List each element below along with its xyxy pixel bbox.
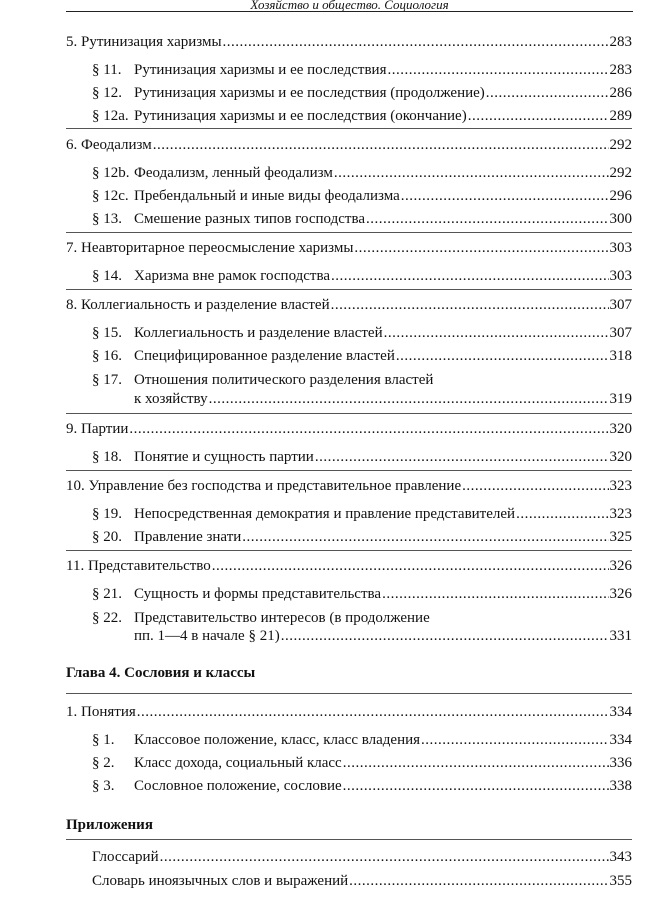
toc-entry[interactable] [92, 267, 632, 285]
section-divider [66, 470, 632, 471]
toc-entry[interactable] [66, 477, 632, 495]
toc-entry-title: Коллегиальность и разделение властей [134, 325, 383, 341]
toc-entry[interactable] [66, 703, 632, 721]
toc-entry-page: 326 [609, 558, 632, 574]
toc-leader-dots [334, 164, 609, 182]
toc-entry-number: § 3. [92, 778, 115, 794]
toc-entry-title: Представительство интересов (в продолжение [134, 610, 430, 626]
toc-entry-page: 286 [609, 85, 632, 101]
toc-leader-dots [343, 754, 609, 772]
toc-entry-page: 334 [609, 732, 632, 748]
toc-entry-number: § 12b. [92, 165, 130, 181]
toc-entry-continuation[interactable] [134, 390, 632, 408]
toc-leader-dots [382, 585, 608, 603]
toc-leader-dots [401, 187, 609, 205]
toc-entry-number: § 11. [92, 62, 122, 78]
toc-leader-dots [281, 627, 609, 645]
toc-entry[interactable] [92, 164, 632, 182]
section-divider [66, 550, 632, 551]
toc-entry-page: 323 [609, 478, 632, 494]
toc-entry-title: 8. Коллегиальность и разделение властей [66, 297, 330, 313]
toc-leader-dots [396, 347, 609, 365]
toc-entry-title: Сущность и формы представительства [134, 586, 382, 602]
toc-entry[interactable] [66, 239, 632, 257]
toc-entry-number: § 17. [92, 372, 122, 388]
toc-entry[interactable] [92, 324, 632, 342]
toc-entry-page: 283 [609, 62, 632, 78]
toc-entry-title: Понятие и сущность партии [134, 449, 314, 465]
toc-leader-dots [384, 324, 609, 342]
toc-leader-dots [349, 872, 608, 890]
toc-entry-page: 338 [609, 778, 632, 794]
section-divider [66, 413, 632, 414]
toc-entry-page: 303 [609, 268, 632, 284]
toc-entry-title: 1. Понятия [66, 704, 136, 720]
toc-leader-dots [160, 848, 609, 866]
toc-entry-title: Смешение разных типов господства [134, 211, 365, 227]
toc-entry-page: 325 [609, 529, 632, 545]
toc-entry-page: 320 [609, 421, 632, 437]
toc-entry[interactable] [92, 848, 632, 866]
toc-entry-title: 9. Партии [66, 421, 129, 437]
toc-entry[interactable] [66, 557, 632, 575]
section-divider [66, 839, 632, 840]
toc-entry-number: § 20. [92, 529, 122, 545]
toc-entry-title: Глоссарий [92, 849, 159, 865]
toc-entry-page: 300 [609, 211, 632, 227]
toc-entry-number: § 21. [92, 586, 122, 602]
running-title: Хозяйство и общество. Социология [250, 0, 449, 12]
toc-entry-first-line[interactable] [92, 371, 632, 389]
toc-leader-dots [343, 777, 609, 795]
toc-entry-title: Пребендальный и иные виды феодализма [134, 188, 400, 204]
toc-entry[interactable] [92, 585, 632, 603]
toc-entry-number: § 18. [92, 449, 122, 465]
toc-entry-number: § 12c. [92, 188, 129, 204]
toc-leader-dots [486, 84, 609, 102]
toc-entry-page: 355 [609, 873, 632, 889]
toc-leader-dots [366, 210, 609, 228]
toc-entry[interactable] [92, 448, 632, 466]
toc-entry[interactable] [66, 33, 632, 51]
toc-entry[interactable] [92, 731, 632, 749]
toc-entry[interactable] [92, 187, 632, 205]
section-divider [66, 128, 632, 129]
toc-entry-title: Непосредственная демократия и правление представителей [134, 506, 516, 522]
toc-entry-title: Классовое положение, класс, класс владения [134, 732, 421, 748]
toc-leader-dots [331, 296, 609, 314]
toc-entry-number: § 2. [92, 755, 115, 771]
toc-leader-dots [153, 136, 609, 154]
appendix-heading: Приложения [66, 817, 153, 833]
toc-entry-number: § 12. [92, 85, 122, 101]
toc-entry-number: § 1. [92, 732, 115, 748]
toc-entry[interactable] [92, 777, 632, 795]
toc-entry[interactable] [92, 347, 632, 365]
toc-entry-number: § 12a. [92, 108, 129, 124]
toc-leader-dots [354, 239, 608, 257]
toc-entry-page: 320 [609, 449, 632, 465]
toc-leader-dots [315, 448, 609, 466]
toc-entry-page: 334 [609, 704, 632, 720]
toc-entry-title: Рутинизация харизмы и ее последствия [134, 62, 387, 78]
toc-entry-page: 319 [609, 391, 632, 407]
toc-leader-dots [129, 420, 608, 438]
toc-leader-dots [331, 267, 608, 285]
toc-entry[interactable] [92, 872, 632, 890]
chapter-heading: Глава 4. Сословия и классы [66, 665, 256, 681]
toc-leader-dots [516, 505, 608, 523]
toc-entry-number: § 16. [92, 348, 122, 364]
toc-entry-first-line[interactable] [92, 609, 632, 627]
toc-leader-dots [242, 528, 608, 546]
toc-entry-title: Феодализм, ленный феодализм [134, 165, 333, 181]
toc-entry-page: 307 [609, 297, 632, 313]
toc-entry-page: 292 [609, 165, 632, 181]
toc-entry-page: 283 [609, 34, 632, 50]
toc-entry-page: 307 [609, 325, 632, 341]
toc-entry-page: 323 [609, 506, 632, 522]
toc-entry[interactable] [92, 107, 632, 125]
toc-entry-title: Специфицированное разделение властей [134, 348, 395, 364]
toc-entry-page: 343 [609, 849, 632, 865]
toc-entry-title: 6. Феодализм [66, 137, 152, 153]
toc-leader-dots [421, 731, 608, 749]
toc-entry-title-cont: пп. 1—4 в начале § 21) [134, 628, 280, 644]
toc-entry-title: 10. Управление без господства и представительное правление [66, 478, 462, 494]
toc-entry-title: 5. Рутинизация харизмы [66, 34, 222, 50]
toc-leader-dots [137, 703, 609, 721]
toc-leader-dots [209, 390, 609, 408]
toc-entry-title: Отношения политического разделения властей [134, 372, 434, 388]
toc-entry-page: 326 [609, 586, 632, 602]
toc-entry-title: Рутинизация харизмы и ее последствия (окончание) [134, 108, 467, 124]
toc-entry-title: Словарь иноязычных слов и выражений [92, 873, 349, 889]
toc-entry-title: 11. Представительство [66, 558, 211, 574]
toc-entry-page: 292 [609, 137, 632, 153]
toc-leader-dots [388, 61, 609, 79]
toc-leader-dots [462, 477, 608, 495]
toc-entry-title: Рутинизация харизмы и ее последствия (продолжение) [134, 85, 485, 101]
toc-entry-number: § 22. [92, 610, 122, 626]
toc-entry-page: 289 [609, 108, 632, 124]
toc-entry[interactable] [92, 210, 632, 228]
toc-entry-number: § 14. [92, 268, 122, 284]
toc-entry[interactable] [66, 136, 632, 154]
toc-entry-page: 318 [609, 348, 632, 364]
section-divider [66, 232, 632, 233]
toc-leader-dots [468, 107, 609, 125]
toc-entry-number: § 13. [92, 211, 122, 227]
toc-entry-number: § 15. [92, 325, 122, 341]
toc-entry[interactable] [92, 505, 632, 523]
toc-entry[interactable] [92, 61, 632, 79]
toc-entry[interactable] [66, 420, 632, 438]
toc-entry-page: 336 [609, 755, 632, 771]
toc-leader-dots [212, 557, 609, 575]
toc-entry-title-cont: к хозяйству [134, 391, 208, 407]
toc-entry-page: 303 [609, 240, 632, 256]
toc-entry[interactable] [92, 754, 632, 772]
toc-entry-title: Класс дохода, социальный класс [134, 755, 342, 771]
toc-entry-page: 331 [609, 628, 632, 644]
section-divider [66, 693, 632, 694]
toc-entry-title: Харизма вне рамок господства [134, 268, 331, 284]
toc-entry-title: Сословное положение, сословие [134, 778, 342, 794]
toc-entry-continuation[interactable] [134, 627, 632, 645]
section-divider [66, 289, 632, 290]
toc-leader-dots [223, 33, 609, 51]
toc-entry[interactable] [66, 296, 632, 314]
toc-entry[interactable] [92, 528, 632, 546]
toc-entry[interactable] [92, 84, 632, 102]
toc-entry-title: Правление знати [134, 529, 242, 545]
toc-entry-page: 296 [609, 188, 632, 204]
toc-entry-title: 7. Неавторитарное переосмысление харизмы [66, 240, 354, 256]
toc-entry-number: § 19. [92, 506, 122, 522]
